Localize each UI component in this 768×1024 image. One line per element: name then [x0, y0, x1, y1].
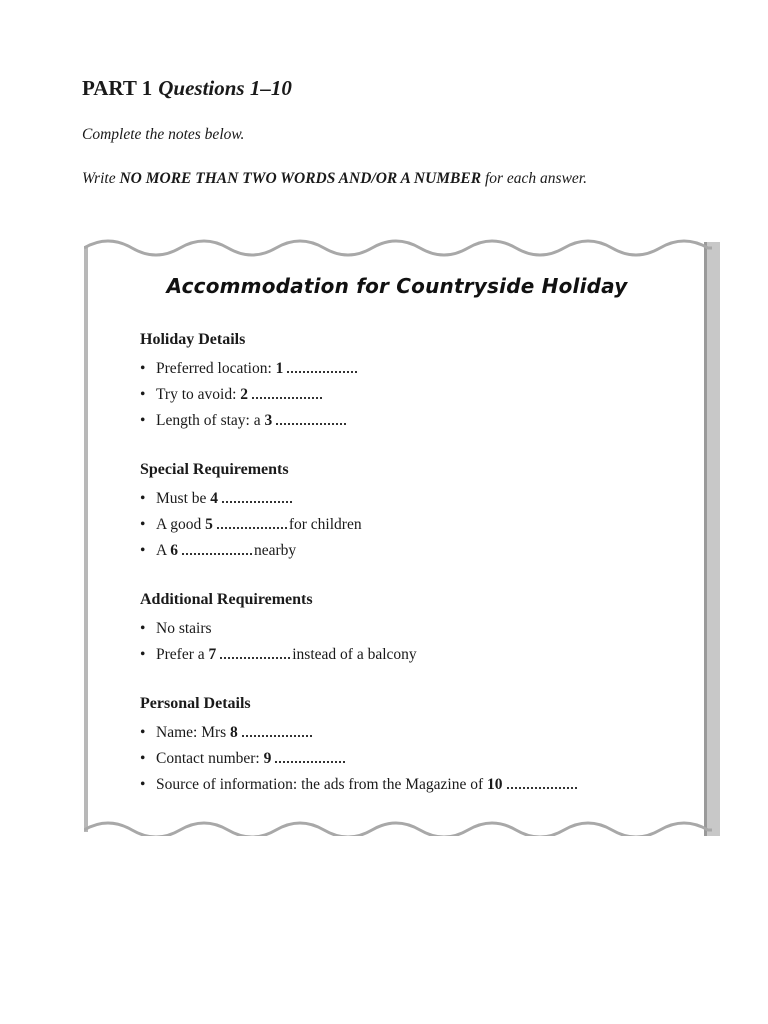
bullet-icon: •	[140, 724, 146, 741]
question-number: 9	[263, 750, 272, 767]
question-number: 5	[205, 516, 213, 533]
bullet-icon: •	[140, 776, 146, 793]
list-item	[140, 616, 700, 642]
bullet-list	[140, 486, 700, 564]
list-item	[140, 408, 700, 434]
notes-box	[84, 238, 724, 836]
list-item	[140, 356, 700, 382]
bullet-icon: •	[140, 750, 146, 767]
bullet-icon: •	[140, 516, 146, 533]
questions-range: Questions 1–10	[158, 76, 292, 100]
answer-blank[interactable]	[252, 387, 322, 399]
question-number: 1	[275, 360, 284, 377]
item-text: A	[156, 542, 171, 559]
answer-blank[interactable]	[276, 413, 346, 425]
list-item	[140, 746, 700, 772]
question-number: 4	[210, 490, 218, 507]
bullet-icon: •	[140, 646, 146, 663]
answer-blank[interactable]	[507, 777, 577, 789]
bullet-list	[140, 616, 700, 668]
item-text-after: for children	[288, 516, 362, 533]
instruction-complete: Complete the notes below.	[82, 126, 245, 143]
bullet-icon: •	[140, 620, 146, 637]
instruction-bold: NO MORE THAN TWO WORDS AND/OR A NUMBER	[119, 170, 482, 187]
bullet-icon: •	[140, 360, 146, 377]
section-additional-requirements	[140, 590, 700, 668]
section-special-requirements	[140, 460, 700, 564]
part-title	[82, 74, 722, 102]
question-number: 3	[264, 412, 273, 429]
section-personal-details	[140, 694, 700, 798]
list-item	[140, 382, 700, 408]
item-text: Source of information: the ads from the Magazine of	[156, 776, 487, 793]
answer-blank[interactable]	[217, 517, 287, 529]
list-item	[140, 538, 700, 564]
list-item	[140, 486, 700, 512]
item-text: Length of stay: a	[156, 412, 265, 429]
notes-title: Accommodation for Countryside Holiday	[166, 274, 628, 298]
item-text: Preferred location:	[156, 360, 276, 377]
answer-blank[interactable]	[220, 647, 290, 659]
item-text: Contact number:	[156, 750, 264, 767]
item-text-after: instead of a balcony	[292, 646, 417, 663]
bullet-icon: •	[140, 386, 146, 403]
item-text: Try to avoid:	[156, 386, 241, 403]
list-item	[140, 512, 700, 538]
answer-blank[interactable]	[182, 543, 252, 555]
question-header	[82, 74, 722, 187]
item-text: Prefer a	[156, 646, 209, 663]
answer-blank[interactable]	[287, 361, 357, 373]
item-text: Name: Mrs	[156, 724, 231, 741]
section-holiday-details	[140, 330, 700, 434]
question-number: 8	[230, 724, 238, 741]
instruction-prefix: Write	[82, 170, 120, 187]
section-heading: Holiday Details	[140, 331, 246, 348]
question-number: 2	[240, 386, 249, 403]
item-text: Must be	[156, 490, 211, 507]
bullet-icon: •	[140, 490, 146, 507]
section-heading: Additional Requirements	[140, 591, 313, 608]
answer-blank[interactable]	[242, 725, 312, 737]
list-item	[140, 642, 700, 668]
question-number: 7	[208, 646, 217, 663]
question-number: 10	[487, 776, 503, 793]
instruction-suffix: for each answer.	[481, 170, 587, 187]
section-heading: Personal Details	[140, 695, 251, 712]
bullet-list	[140, 356, 700, 434]
bullet-icon: •	[140, 542, 146, 559]
item-text: A good	[156, 516, 206, 533]
instruction-word-limit	[82, 170, 587, 188]
bullet-list	[140, 720, 700, 798]
answer-blank[interactable]	[275, 751, 345, 763]
list-item	[140, 772, 700, 798]
list-item	[140, 720, 700, 746]
part-label: PART 1	[82, 76, 153, 100]
bullet-icon: •	[140, 412, 146, 429]
item-text-after: nearby	[253, 542, 297, 559]
section-heading: Special Requirements	[140, 461, 289, 478]
question-number: 6	[170, 542, 178, 559]
answer-blank[interactable]	[222, 491, 292, 503]
item-text: No stairs	[156, 620, 212, 637]
